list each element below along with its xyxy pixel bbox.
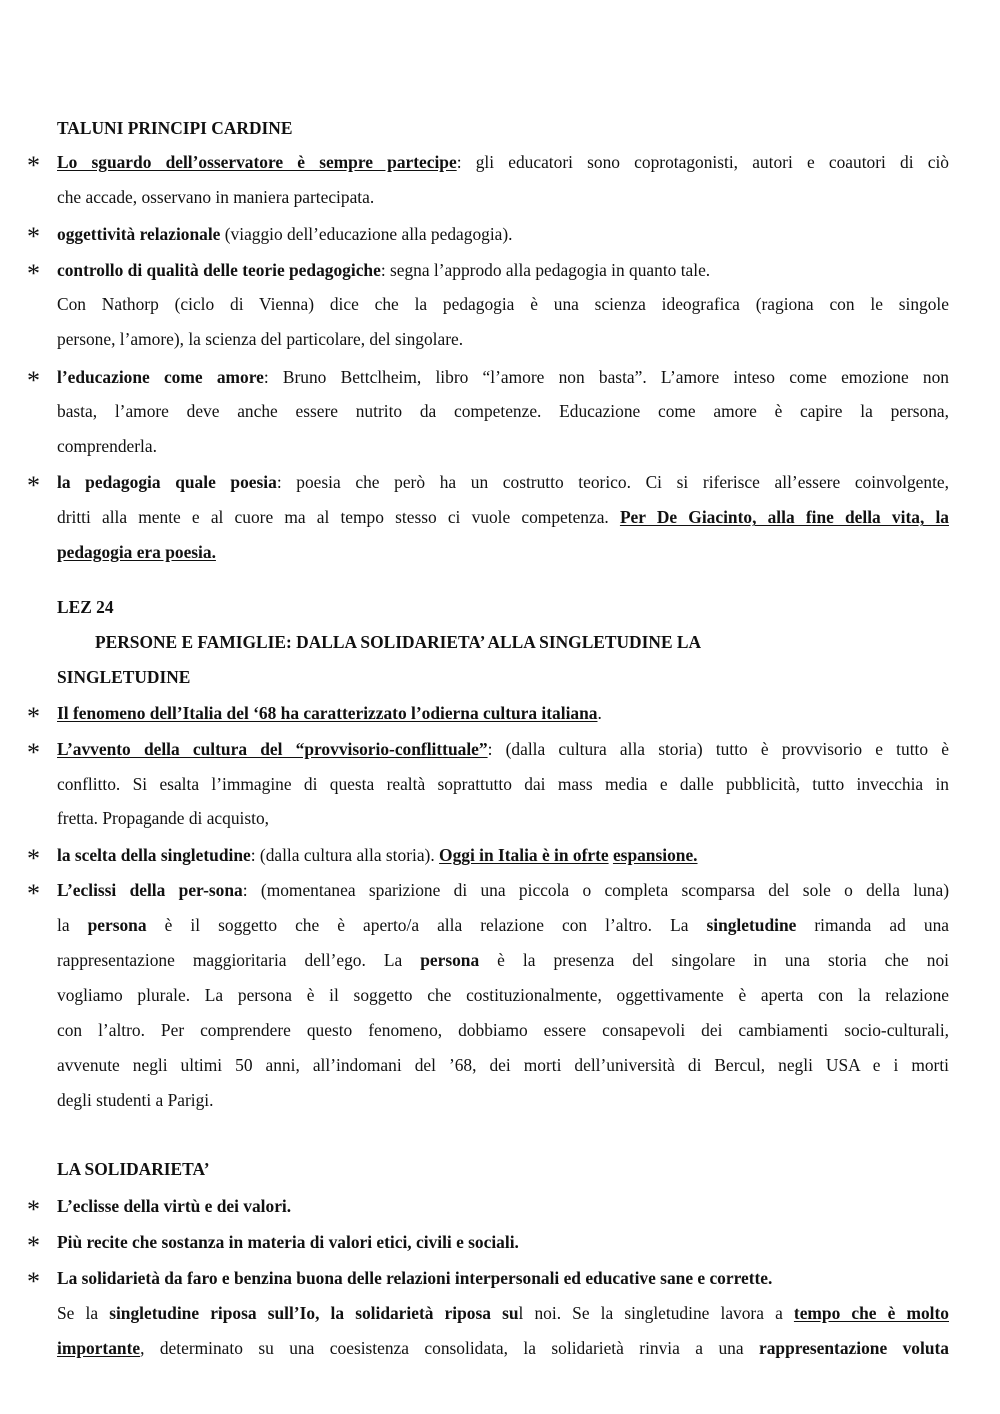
- list-item-line: Il fenomeno dell’Italia del ‘68 ha caratterizzato l’odierna cultura italiana.: [57, 703, 602, 723]
- bullet-marker: *: [27, 1195, 40, 1224]
- list-item-line: oggettività relazionale (viaggio dell’educazione alla pedagogia).: [57, 224, 513, 244]
- section-heading: TALUNI PRINCIPI CARDINE: [57, 118, 293, 138]
- list-item-line: vogliamo plurale. La persona è il soggetto che costituzionalmente, oggettivamente è aperta con la relazione: [57, 985, 949, 1005]
- list-item-line: che accade, osservano in maniera partecipata.: [57, 187, 375, 207]
- paragraph-line: Se la singletudine riposa sull’Io, la solidarietà riposa sul noi. Se la singletudine lavora a tempo che è molto: [57, 1303, 949, 1323]
- list-item-line: la persona è il soggetto che è aperto/a alla relazione con l’altro. La singletudine rimanda ad una: [57, 915, 950, 935]
- bullet-marker: *: [27, 1231, 40, 1260]
- paragraph-line: persone, l’amore), la scienza del particolare, del singolare.: [57, 329, 464, 349]
- paragraph-line: importante, determinato su una coesistenza consolidata, la solidarietà rinvia a una rappresentazione voluta: [57, 1338, 949, 1358]
- list-item-line: comprenderla.: [57, 436, 157, 456]
- list-item-line: conflitto. Si esalta l’immagine di questa realtà soprattutto dai mass media e dalle pubblicità, tutto invecchia in: [57, 774, 949, 794]
- list-item-line: Più recite che sostanza in materia di valori etici, civili e sociali.: [57, 1232, 519, 1252]
- bullet-marker: *: [27, 702, 40, 731]
- list-item-line: l’educazione come amore: Bruno Bettclheim, libro “l’amore non basta”. L’amore inteso come emozione non: [57, 367, 949, 387]
- section-title: SINGLETUDINE: [57, 667, 191, 687]
- paragraph-line: Con Nathorp (ciclo di Vienna) dice che la pedagogia è una scienza ideografica (ragiona con le singole: [57, 294, 949, 314]
- section-heading: LA SOLIDARIETA’: [57, 1159, 210, 1179]
- list-item-line: rappresentazione maggioritaria dell’ego. La persona è la presenza del singolare in una storia che noi: [57, 950, 949, 970]
- list-item-line: degli studenti a Parigi.: [57, 1090, 214, 1110]
- list-item-line: avvenute negli ultimi 50 anni, all’indomani del ’68, dei morti dell’università di Bercul, negli USA e i morti: [57, 1055, 949, 1075]
- list-item-line: L’eclissi della per-sona: (momentanea sparizione di una piccola o completa scomparsa del sole o della luna): [57, 880, 950, 900]
- list-item-line: controllo di qualità delle teorie pedagogiche: segna l’approdo alla pedagogia in quanto tale.: [57, 260, 711, 280]
- bullet-marker: *: [27, 738, 40, 767]
- lesson-label: LEZ 24: [57, 597, 114, 617]
- list-item-line: la pedagogia quale poesia: poesia che però ha un costrutto teorico. Ci si riferisce all’essere coinvolgente,: [57, 472, 949, 492]
- bullet-marker: *: [27, 844, 40, 873]
- bullet-marker: *: [27, 259, 40, 288]
- bullet-marker: *: [27, 879, 40, 908]
- list-item-line: La solidarietà da faro e benzina buona delle relazioni interpersonali ed educative sane e corrette.: [57, 1268, 773, 1288]
- bullet-marker: *: [27, 151, 40, 180]
- list-item-line: con l’altro. Per comprendere questo fenomeno, dobbiamo essere consapevoli dei cambiamenti socio-culturali,: [57, 1020, 949, 1040]
- list-item-line: pedagogia era poesia.: [57, 542, 216, 562]
- list-item-line: L’avvento della cultura del “provvisorio-conflittuale”: (dalla cultura alla storia) tutto è provvisorio e tutto è: [57, 739, 949, 759]
- bullet-marker: *: [27, 366, 40, 395]
- bullet-marker: *: [27, 471, 40, 500]
- bullet-marker: *: [27, 222, 40, 251]
- list-item-line: Lo sguardo dell’osservatore è sempre partecipe: gli educatori sono coprotagonisti, autori e coautori di ciò: [57, 152, 949, 172]
- list-item-line: fretta. Propagande di acquisto,: [57, 808, 269, 828]
- list-item-line: la scelta della singletudine: (dalla cultura alla storia). Oggi in Italia è in ofrte espansione.: [57, 845, 698, 865]
- bullet-marker: *: [27, 1267, 40, 1296]
- list-item-line: basta, l’amore deve anche essere nutrito da competenze. Educazione come amore è capire la persona,: [57, 401, 949, 421]
- list-item-line: dritti alla mente e al cuore ma al tempo stesso ci vuole competenza. Per De Giacinto, alla fine della vita, la: [57, 507, 949, 527]
- list-item-line: L’eclisse della virtù e dei valori.: [57, 1196, 292, 1216]
- section-title: PERSONE E FAMIGLIE: DALLA SOLIDARIETA’ ALLA SINGLETUDINE LA: [95, 632, 702, 652]
